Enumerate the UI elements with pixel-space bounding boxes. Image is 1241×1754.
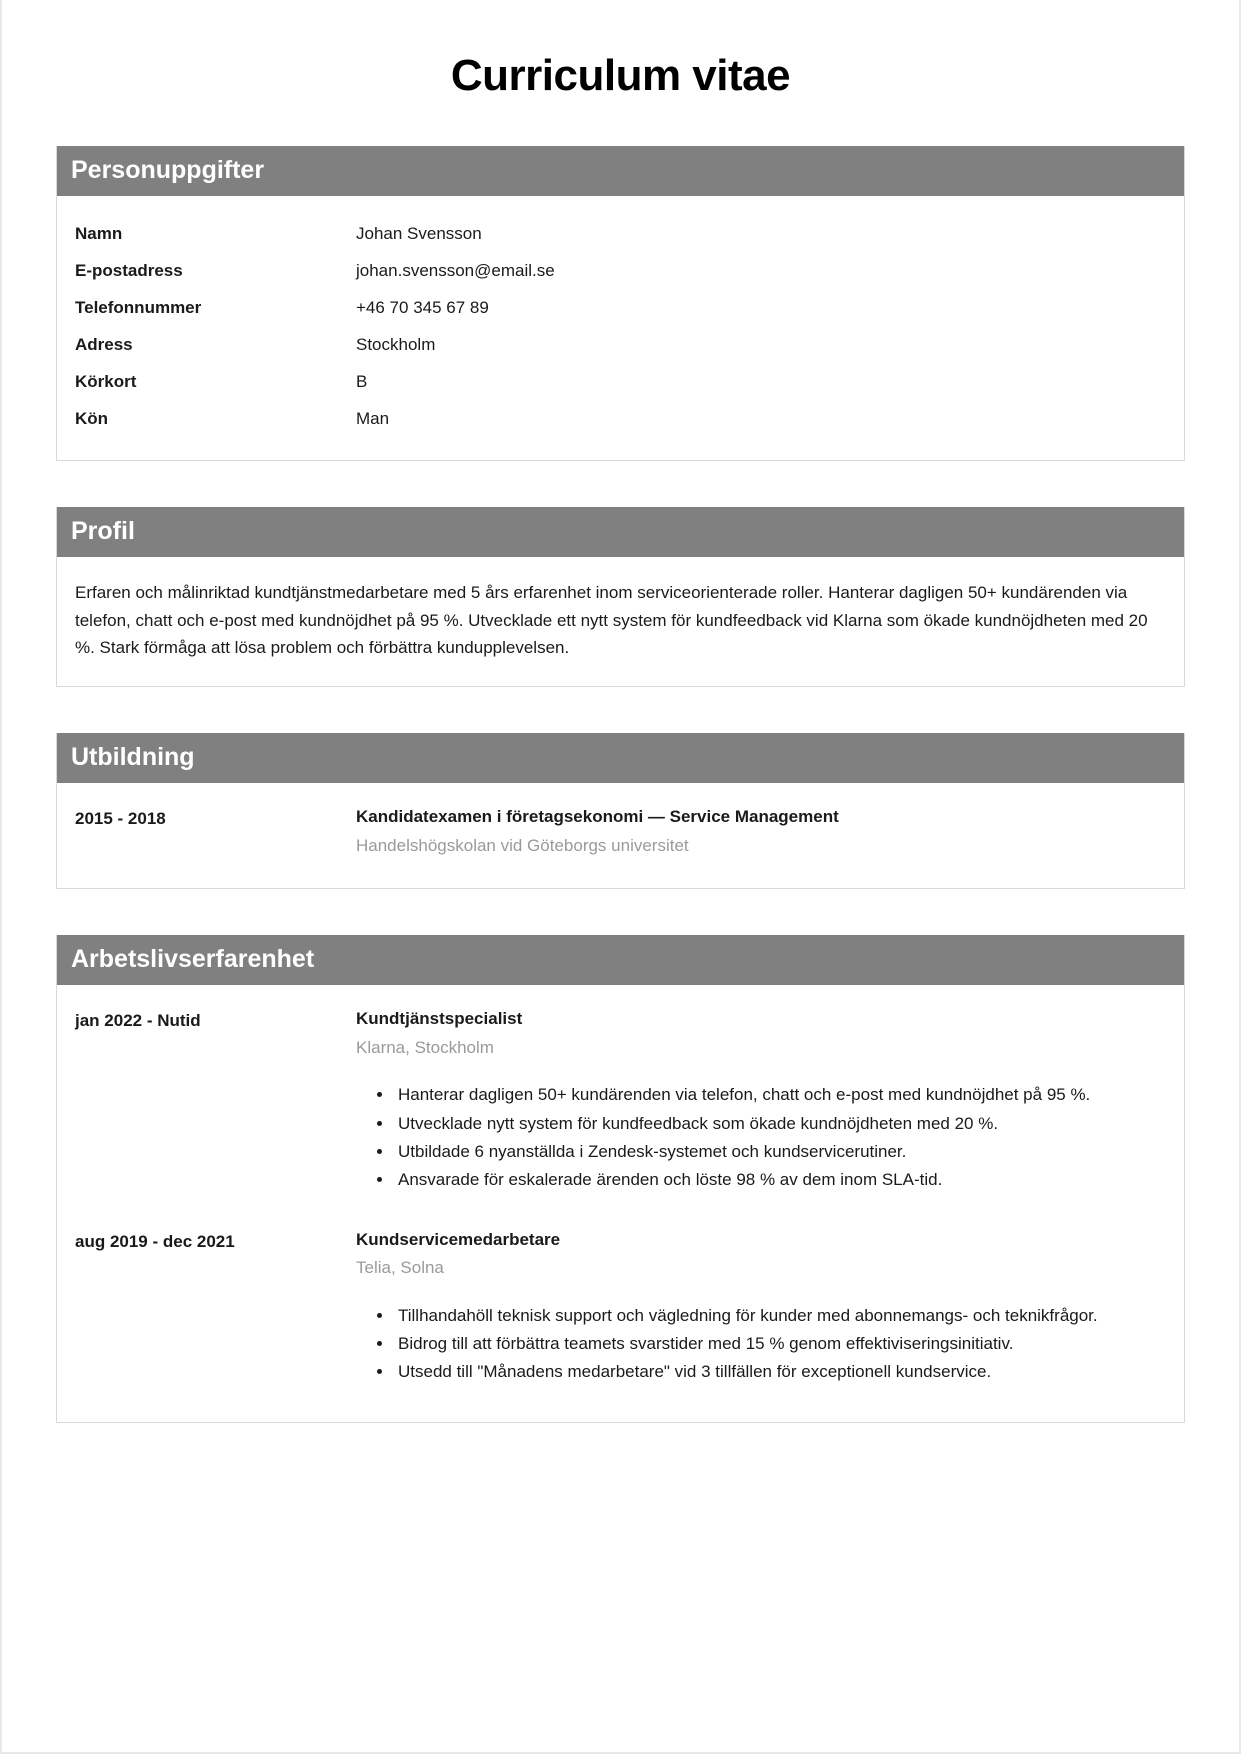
section-heading-work-experience: Arbetslivserfarenhet (57, 935, 1184, 985)
field-value-telefonnummer: +46 70 345 67 89 (356, 298, 489, 318)
field-value-adress: Stockholm (356, 335, 436, 355)
experience-entry-main (356, 1007, 1166, 1196)
list-item: • Tillhandahöll teknisk support och vägledning för kunder med abonnemangs- och teknikfrågor. (394, 1303, 1166, 1329)
field-label-kon: Kön (75, 409, 109, 429)
table-row (75, 327, 1166, 364)
experience-entry (75, 1005, 1166, 1200)
list-item: • Bidrog till att förbättra teamets svarstider med 15 % genom effektiviseringsinitiativ. (394, 1331, 1166, 1357)
experience-entry-company: Klarna, Stockholm (356, 1037, 494, 1057)
field-value-korkort: B (356, 372, 368, 392)
experience-entry-date: jan 2022 - Nutid (75, 1011, 201, 1031)
education-entry-institution: Handelshögskolan vid Göteborgs universitet (356, 835, 689, 855)
education-entry-date: 2015 - 2018 (75, 808, 166, 828)
experience-entry-title: Kundtjänstspecialist (356, 1009, 523, 1029)
field-value-kon: Man (356, 409, 390, 429)
table-row (75, 290, 1166, 327)
table-row (75, 364, 1166, 401)
personal-details-table (57, 196, 1184, 460)
section-personal-details (56, 146, 1185, 461)
table-row (75, 216, 1166, 253)
education-entry (75, 803, 1166, 862)
experience-entry-company: Telia, Solna (356, 1258, 444, 1278)
section-heading-personal-details: Personuppgifter (57, 146, 1184, 196)
field-value-epostadress: johan.svensson@email.se (356, 261, 555, 281)
field-label-namn: Namn (75, 224, 123, 244)
work-experience-body (57, 985, 1184, 1422)
table-row (75, 253, 1166, 290)
experience-entry-date: aug 2019 - dec 2021 (75, 1231, 235, 1251)
section-work-experience (56, 935, 1185, 1423)
list-item: • Utbildade 6 nyanställda i Zendesk-systemet och kundservicerutiner. (394, 1139, 1166, 1165)
section-education (56, 733, 1185, 889)
table-row (75, 401, 1166, 438)
field-label-telefonnummer: Telefonnummer (75, 298, 202, 318)
profile-body (57, 557, 1184, 686)
list-item: • Utsedd till "Månadens medarbetare" vid 3 tillfällen för exceptionell kundservice. (394, 1359, 1166, 1385)
field-label-korkort: Körkort (75, 372, 137, 392)
list-item: • Ansvarade för eskalerade ärenden och löste 98 % av dem inom SLA-tid. (394, 1167, 1166, 1193)
page-title: Curriculum vitae (450, 51, 791, 100)
experience-entry-title: Kundservicemedarbetare (356, 1229, 561, 1249)
field-label-epostadress: E-postadress (75, 261, 183, 281)
section-heading-education: Utbildning (57, 733, 1184, 783)
field-label-adress: Adress (75, 335, 133, 355)
profile-summary-text: Erfaren och målinriktad kundtjänstmedarbetare med 5 års erfarenhet inom serviceorienterade roller. Hanterar dagligen 50+ kundärenden via telefon, chatt och e-post med kundnöjdhet på 95 %. Utvecklade ett nytt system för kundfeedback vid Klarna som ökade kundnöjdheten med 20 %. Stark förmåga att lösa problem och förbättra kundupplevelsen. (75, 583, 1148, 658)
education-entry-main (356, 805, 1166, 858)
experience-entry-bullets (356, 1303, 1166, 1386)
list-item: • Utvecklade nytt system för kundfeedback som ökade kundnöjdheten med 20 %. (394, 1111, 1166, 1137)
education-entry-title: Kandidatexamen i företagsekonomi — Service Management (356, 806, 839, 826)
education-body (57, 783, 1184, 888)
experience-entry-main (356, 1228, 1166, 1388)
experience-entry (75, 1226, 1166, 1392)
field-value-namn: Johan Svensson (356, 224, 482, 244)
section-heading-profile: Profil (57, 507, 1184, 557)
section-profile (56, 507, 1185, 687)
experience-entry-bullets (356, 1082, 1166, 1193)
list-item: • Hanterar dagligen 50+ kundärenden via telefon, chatt och e-post med kundnöjdhet på 95 %. (394, 1082, 1166, 1108)
